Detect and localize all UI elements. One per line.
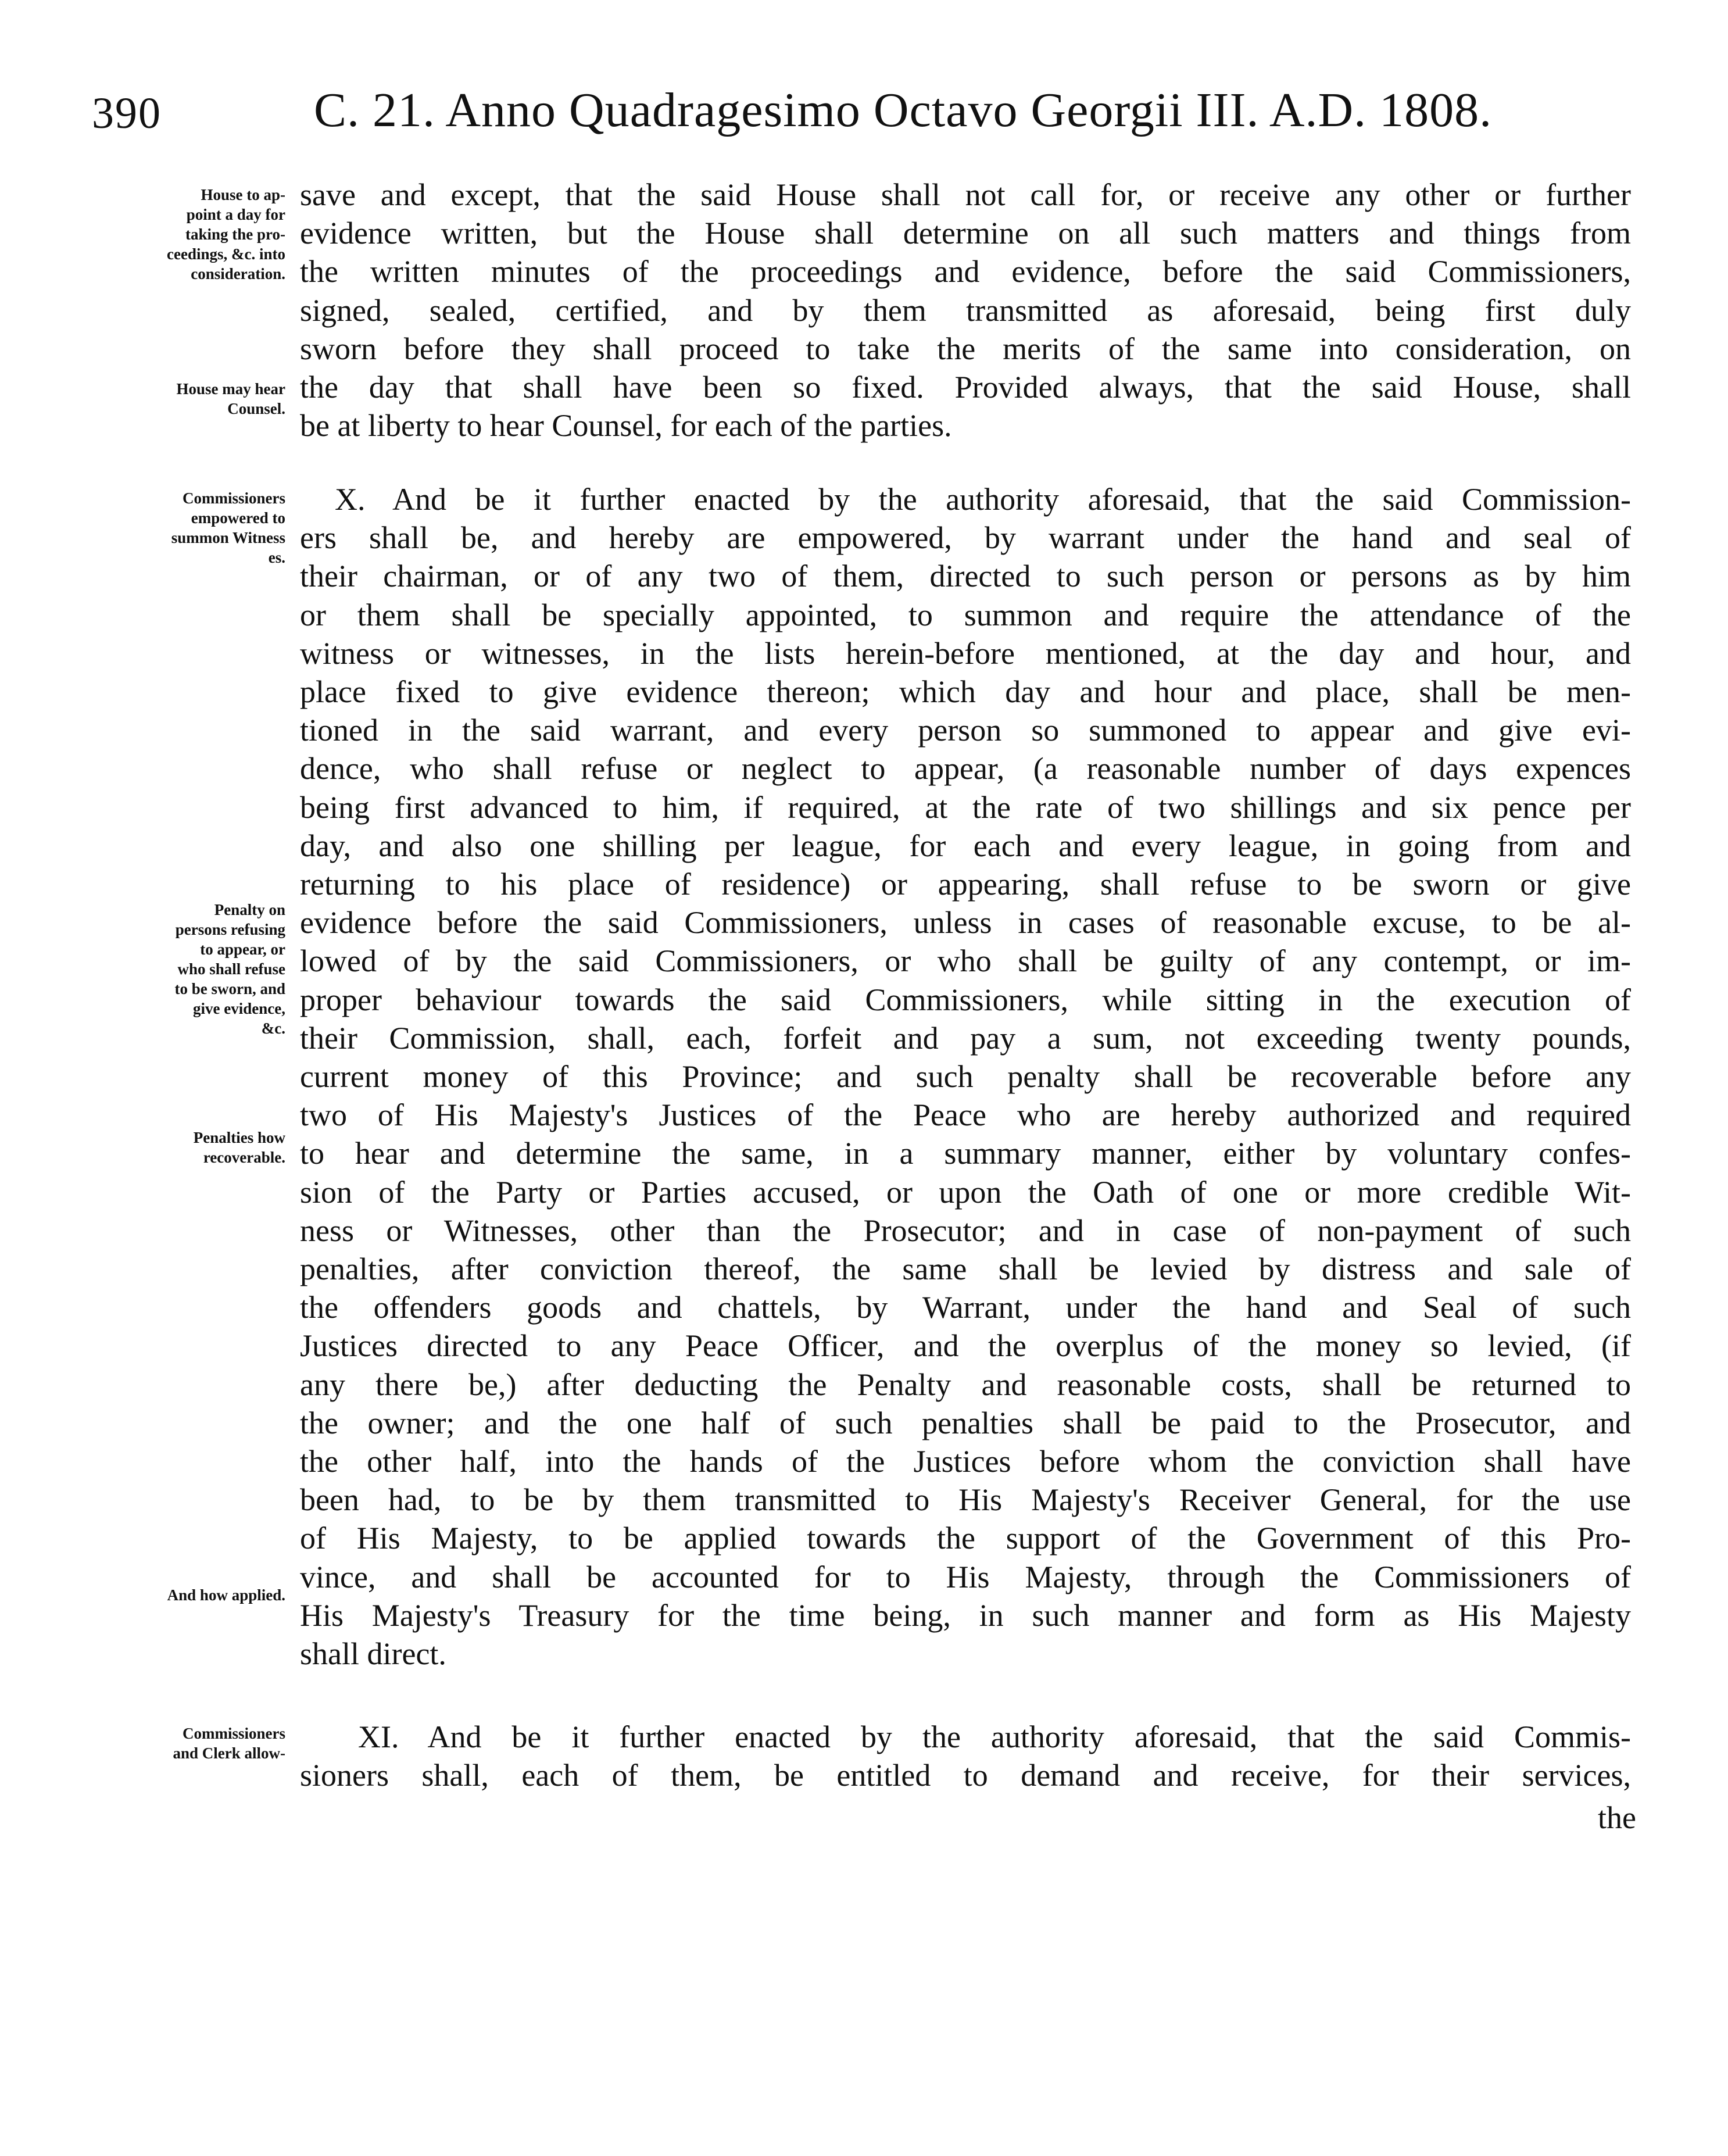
text-line: X. And be it further enacted by the authority aforesaid, that the said Commission- [335, 482, 1631, 517]
margin-note-penalty-refusing [174, 900, 285, 1038]
margin-note-line: to appear, or [200, 941, 285, 958]
margin-note-line: Penalties how [193, 1129, 285, 1146]
margin-note-line: persons refusing [175, 921, 285, 938]
text-line: proper behaviour towards the said Commissioners, while sitting in the execution of [300, 982, 1631, 1017]
margin-note-how-applied [167, 1585, 285, 1605]
margin-note-line: House to ap- [201, 186, 285, 203]
margin-note-commissioners-summon [171, 488, 285, 567]
text-line: any there be,) after deducting the Penalty and reasonable costs, shall be returned to [300, 1367, 1631, 1402]
text-line: evidence before the said Commissioners, unless in cases of reasonable excuse, to be al- [300, 905, 1631, 941]
page-number: 390 [92, 89, 162, 138]
text-line: be at liberty to hear Counsel, for each of the parties. [300, 408, 952, 444]
text-line: tioned in the said warrant, and every person so summoned to appear and give evi- [300, 713, 1631, 748]
text-line: XI. And be it further enacted by the authority aforesaid, that the said Commis- [358, 1719, 1631, 1754]
margin-note-line: And how applied. [167, 1586, 285, 1604]
margin-note-line: give evidence, [193, 1000, 285, 1017]
text-line: lowed of by the said Commissioners, or who shall be guilty of any contempt, or im- [300, 943, 1631, 979]
margin-note-line: ceedings, &c. into [167, 245, 285, 263]
text-line: ness or Witnesses, other than the Prosecutor; and in case of non-payment of such [300, 1213, 1631, 1248]
text-line: current money of this Province; and such penalty shall be recoverable before any [300, 1059, 1631, 1095]
margin-note-line: summon Witness [171, 529, 285, 546]
text-line: vince, and shall be accounted for to His Majesty, through the Commissioners of [300, 1559, 1631, 1594]
margin-note-line: who shall refuse [177, 960, 285, 978]
margin-note-line: House may hear [176, 380, 285, 398]
text-line: the owner; and the one half of such penalties shall be paid to the Prosecutor, and [300, 1405, 1631, 1440]
text-line: place fixed to give evidence thereon; which day and hour and place, shall be men- [300, 674, 1631, 710]
margin-note-line: Counsel. [227, 400, 285, 417]
margin-note-line: Penalty on [214, 901, 285, 918]
text-line: the written minutes of the proceedings and evidence, before the said Commissioners, [300, 254, 1631, 289]
text-line: their Commission, shall, each, forfeit and pay a sum, not exceeding twenty pounds, [300, 1020, 1631, 1056]
text-line: ers shall be, and hereby are empowered, by warrant under the hand and seal of [300, 520, 1631, 556]
margin-note-commissioners-clerk [173, 1724, 285, 1763]
text-line: His Majesty's Treasury for the time being, in such manner and form as His Majesty [300, 1597, 1631, 1633]
text-line: returning to his place of residence) or appearing, shall refuse to be sworn or give [300, 867, 1631, 902]
text-line: the offenders goods and chattels, by Warrant, under the hand and Seal of such [300, 1290, 1631, 1325]
text-line: witness or witnesses, in the lists herein-before mentioned, at the day and hour, and [300, 635, 1631, 671]
text-line: their chairman, or of any two of them, directed to such person or persons as by him [300, 559, 1631, 594]
margin-note-line: es. [268, 549, 285, 566]
text-line: sworn before they shall proceed to take the merits of the same into consideration, on [300, 331, 1631, 366]
text-line: dence, who shall refuse or neglect to appear, (a reasonable number of days expences [300, 751, 1631, 786]
text-line: penalties, after conviction thereof, the same shall be levied by distress and sale of [300, 1252, 1631, 1287]
text-line: two of His Majesty's Justices of the Peace who are hereby authorized and required [300, 1097, 1631, 1133]
text-line: of His Majesty, to be applied towards the support of the Government of this Pro- [300, 1521, 1631, 1556]
text-line: shall direct. [300, 1636, 446, 1672]
text-line: or them shall be specially appointed, to summon and require the attendance of the [300, 597, 1631, 632]
text-line: save and except, that the said House shall not call for, or receive any other or further [300, 177, 1631, 212]
margin-note-house-hear-counsel [177, 379, 285, 419]
text-line: being first advanced to him, if required, at the rate of two shillings and six pence per [300, 789, 1631, 825]
text-line: day, and also one shilling per league, for each and every league, in going from and [300, 828, 1631, 863]
text-line: evidence written, but the House shall determine on all such matters and things from [300, 216, 1631, 251]
margin-note-house-appoint-day [167, 185, 285, 284]
text-line: sion of the Party or Parties accused, or upon the Oath of one or more credible Wit- [300, 1174, 1631, 1210]
text-line: the other half, into the hands of the Justices before whom the conviction shall have [300, 1444, 1631, 1479]
running-title: C. 21. Anno Quadragesimo Octavo Georgii III. A.D. 1808. [314, 83, 1493, 137]
text-line: been had, to be by them transmitted to His Majesty's Receiver General, for the use [300, 1482, 1631, 1518]
text-line: the day that shall have been so fixed. Provided always, that the said House, shall [300, 370, 1631, 405]
margin-note-line: to be sworn, and [174, 980, 285, 997]
margin-note-line: &c. [261, 1020, 285, 1037]
text-line: signed, sealed, certified, and by them transmitted as aforesaid, being first duly [300, 292, 1631, 328]
paragraph-continuation [300, 176, 1631, 445]
text-line: to hear and determine the same, in a summary manner, either by voluntary confes- [300, 1136, 1631, 1171]
margin-note-line: Commissioners [183, 489, 285, 507]
margin-note-line: point a day for [186, 206, 285, 223]
catchword: the [1598, 1800, 1636, 1835]
margin-note-line: Commissioners [183, 1725, 285, 1742]
text-line: sioners shall, each of them, be entitled to demand and receive, for their services, [300, 1758, 1631, 1793]
section-x [300, 480, 1631, 1673]
section-xi [300, 1718, 1631, 1794]
margin-note-line: and Clerk allow- [173, 1744, 285, 1762]
margin-note-penalties-recoverable [194, 1128, 285, 1167]
margin-note-line: consideration. [191, 265, 285, 283]
margin-note-line: recoverable. [203, 1149, 285, 1166]
margin-note-line: empowered to [191, 509, 285, 527]
text-line: Justices directed to any Peace Officer, and the overplus of the money so levied, (if [300, 1328, 1631, 1364]
margin-note-line: taking the pro- [185, 226, 285, 243]
